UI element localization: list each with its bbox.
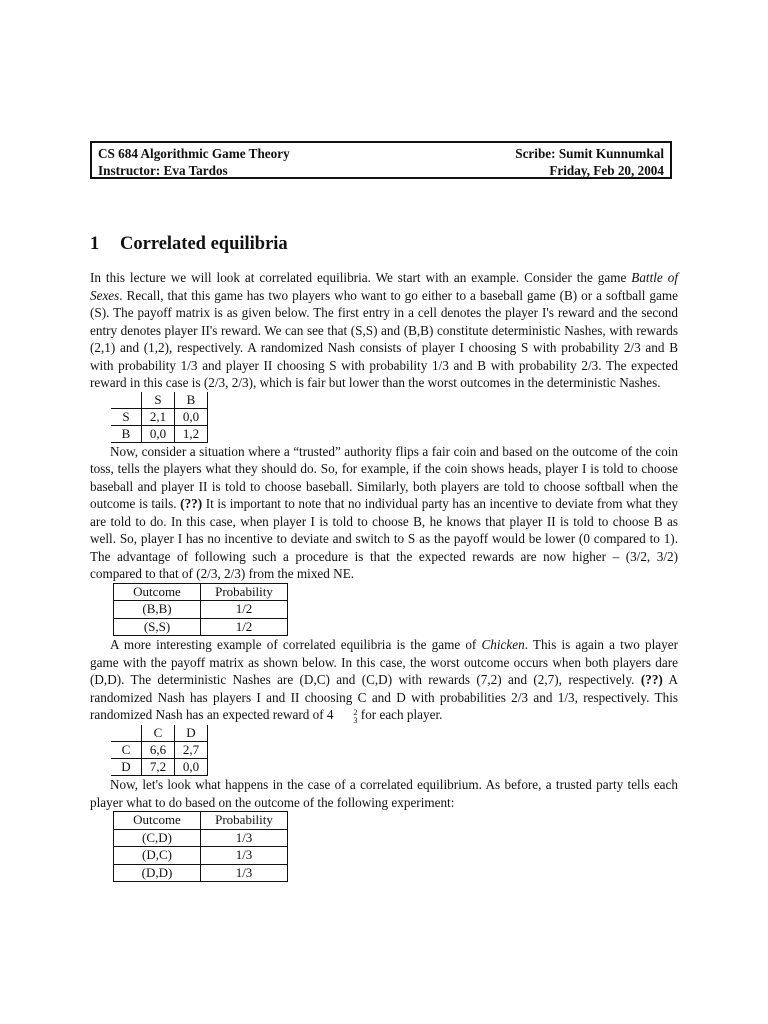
matrix-col-label: D [175,725,208,742]
probability-cell: 1/3 [201,829,288,847]
matrix-cell: 1,2 [175,425,208,442]
body-text [90,269,678,882]
fraction-denominator: 3 [353,716,358,725]
matrix-row [111,742,208,759]
outcome-cell: (D,C) [114,847,201,865]
header-row-bottom [98,162,664,179]
matrix-cell: 6,6 [142,742,175,759]
matrix-corner [111,392,142,409]
chicken-payoff-matrix [111,725,208,776]
table-header-outcome: Outcome [114,812,201,830]
table-header-outcome: Outcome [114,583,201,601]
probability-cell: 1/2 [201,618,288,636]
para2-text-b: It is important to note that no individual party has an incentive to deviate from what they are told to do. In this case, when player I is told to choose B, he knows that player II is told to choose B as well. So, player I has no incentive to deviate and switch to S as the payoff would be lower (0 compared to 1). The advantage of following such a procedure is that the expected rewards are now higher – (3/2, 3/2) compared to that of (2/3, 2/3) from the mixed NE. [90,496,678,581]
table-header-probability: Probability [201,812,288,830]
para1-text-b: . Recall, that this game has two players who want to go either to a baseball game (B) or a softball game (S). The payoff matrix is as given below. The first entry in a cell denotes the player I's reward and the second entry denotes player II's reward. We can see that (S,S) and (B,B) constitute deterministic Nashes, with rewards (2,1) and (1,2), respectively. A randomized Nash consists of player I choosing S with probability 2/3 and B with probability 1/3 and player II choosing S with probability 1/3 and B with probability 2/3. The expected reward in this case is (2/3, 2/3), which is fair but lower than the worst outcomes in the deterministic Nashes. [90,287,678,390]
para4-text-a: Now, let's look what happens in the case of a correlated equilibrium. As before, a trusted party tells each player what to do based on the outcome of the following experiment: [90,777,678,810]
section-number: 1 [90,234,100,254]
matrix-cell: 2,7 [175,742,208,759]
instructor-name: Instructor: Eva Tardos [98,163,228,178]
matrix-row-label: S [111,408,142,425]
game-name-chicken: Chicken [481,637,525,652]
probability-table-bos [113,583,288,637]
matrix-row-label: C [111,742,142,759]
broken-reference: (??) [640,672,663,687]
matrix-row [111,425,208,442]
lecture-header-box [90,141,672,179]
matrix-cell: 0,0 [142,425,175,442]
table-row [114,601,288,619]
table-header-row [114,812,288,830]
table-row [114,829,288,847]
outcome-cell: (B,B) [114,601,201,619]
matrix-header-row [111,392,208,409]
bos-payoff-matrix [111,392,208,443]
outcome-cell: (S,S) [114,618,201,636]
header-row-top [98,145,664,162]
para3-text-d: for each player. [357,707,443,722]
matrix-row [111,408,208,425]
matrix-cell: 2,1 [142,408,175,425]
probability-cell: 1/2 [201,601,288,619]
fraction-two-thirds [334,709,358,725]
matrix-col-label: S [142,392,175,409]
section-heading [90,234,288,255]
outcome-cell: (C,D) [114,829,201,847]
paragraph-trusted-authority [90,443,678,583]
para2-text-a: Now, consider a situation where a “trusted” authority flips a fair coin and based on the outcome of the coin toss, tells the players what they should do. So, for example, if the coin shows heads, player I is told to choose baseball and player II is told to choose baseball. Similarly, both players are told to choose softball when the outcome is tails. [90,443,678,511]
matrix-row [111,759,208,776]
table-row [114,618,288,636]
matrix-row-label: D [111,759,142,776]
game-name-battle-of-sexes: Battle of Sexes [90,270,678,303]
paragraph-correlated-chicken [90,776,678,811]
probability-cell: 1/3 [201,847,288,865]
lecture-date: Friday, Feb 20, 2004 [549,163,664,178]
table-row [114,847,288,865]
matrix-header-row [111,725,208,742]
broken-reference: (??) [180,496,203,511]
table-row [114,864,288,882]
scribe-name: Scribe: Sumit Kunnumkal [515,146,664,161]
probability-table-chicken [113,811,288,882]
paragraph-intro [90,269,678,392]
matrix-cell: 0,0 [175,408,208,425]
outcome-cell: (D,D) [114,864,201,882]
paragraph-chicken [90,636,678,725]
para3-text-a: A more interesting example of correlated equilibria is the game of [110,637,482,652]
fraction-numerator: 2 [353,708,358,717]
matrix-cell: 7,2 [142,759,175,776]
matrix-row-label: B [111,425,142,442]
probability-cell: 1/3 [201,864,288,882]
course-title: CS 684 Algorithmic Game Theory [98,146,290,161]
table-header-row [114,583,288,601]
para1-text-a: In this lecture we will look at correlated equilibria. We start with an example. Consider the game [90,270,632,285]
matrix-cell: 0,0 [175,759,208,776]
matrix-corner [111,725,142,742]
para3-text-c: A randomized Nash has players I and II choosing C and D with probabilities 2/3 and 1/3, respectively. This randomized Nash has an expected reward of 4 [90,672,678,722]
table-header-probability: Probability [201,583,288,601]
matrix-col-label: C [142,725,175,742]
section-title-text: Correlated equilibria [120,234,288,254]
matrix-col-label: B [175,392,208,409]
para3-text-b: . This is again a two player game with the payoff matrix as shown below. In this case, the worst outcome occurs when both players dare (D,D). The deterministic Nashes are (D,C) and (C,D) with rewards (7,2) and (2,7), respectively. [90,637,678,687]
